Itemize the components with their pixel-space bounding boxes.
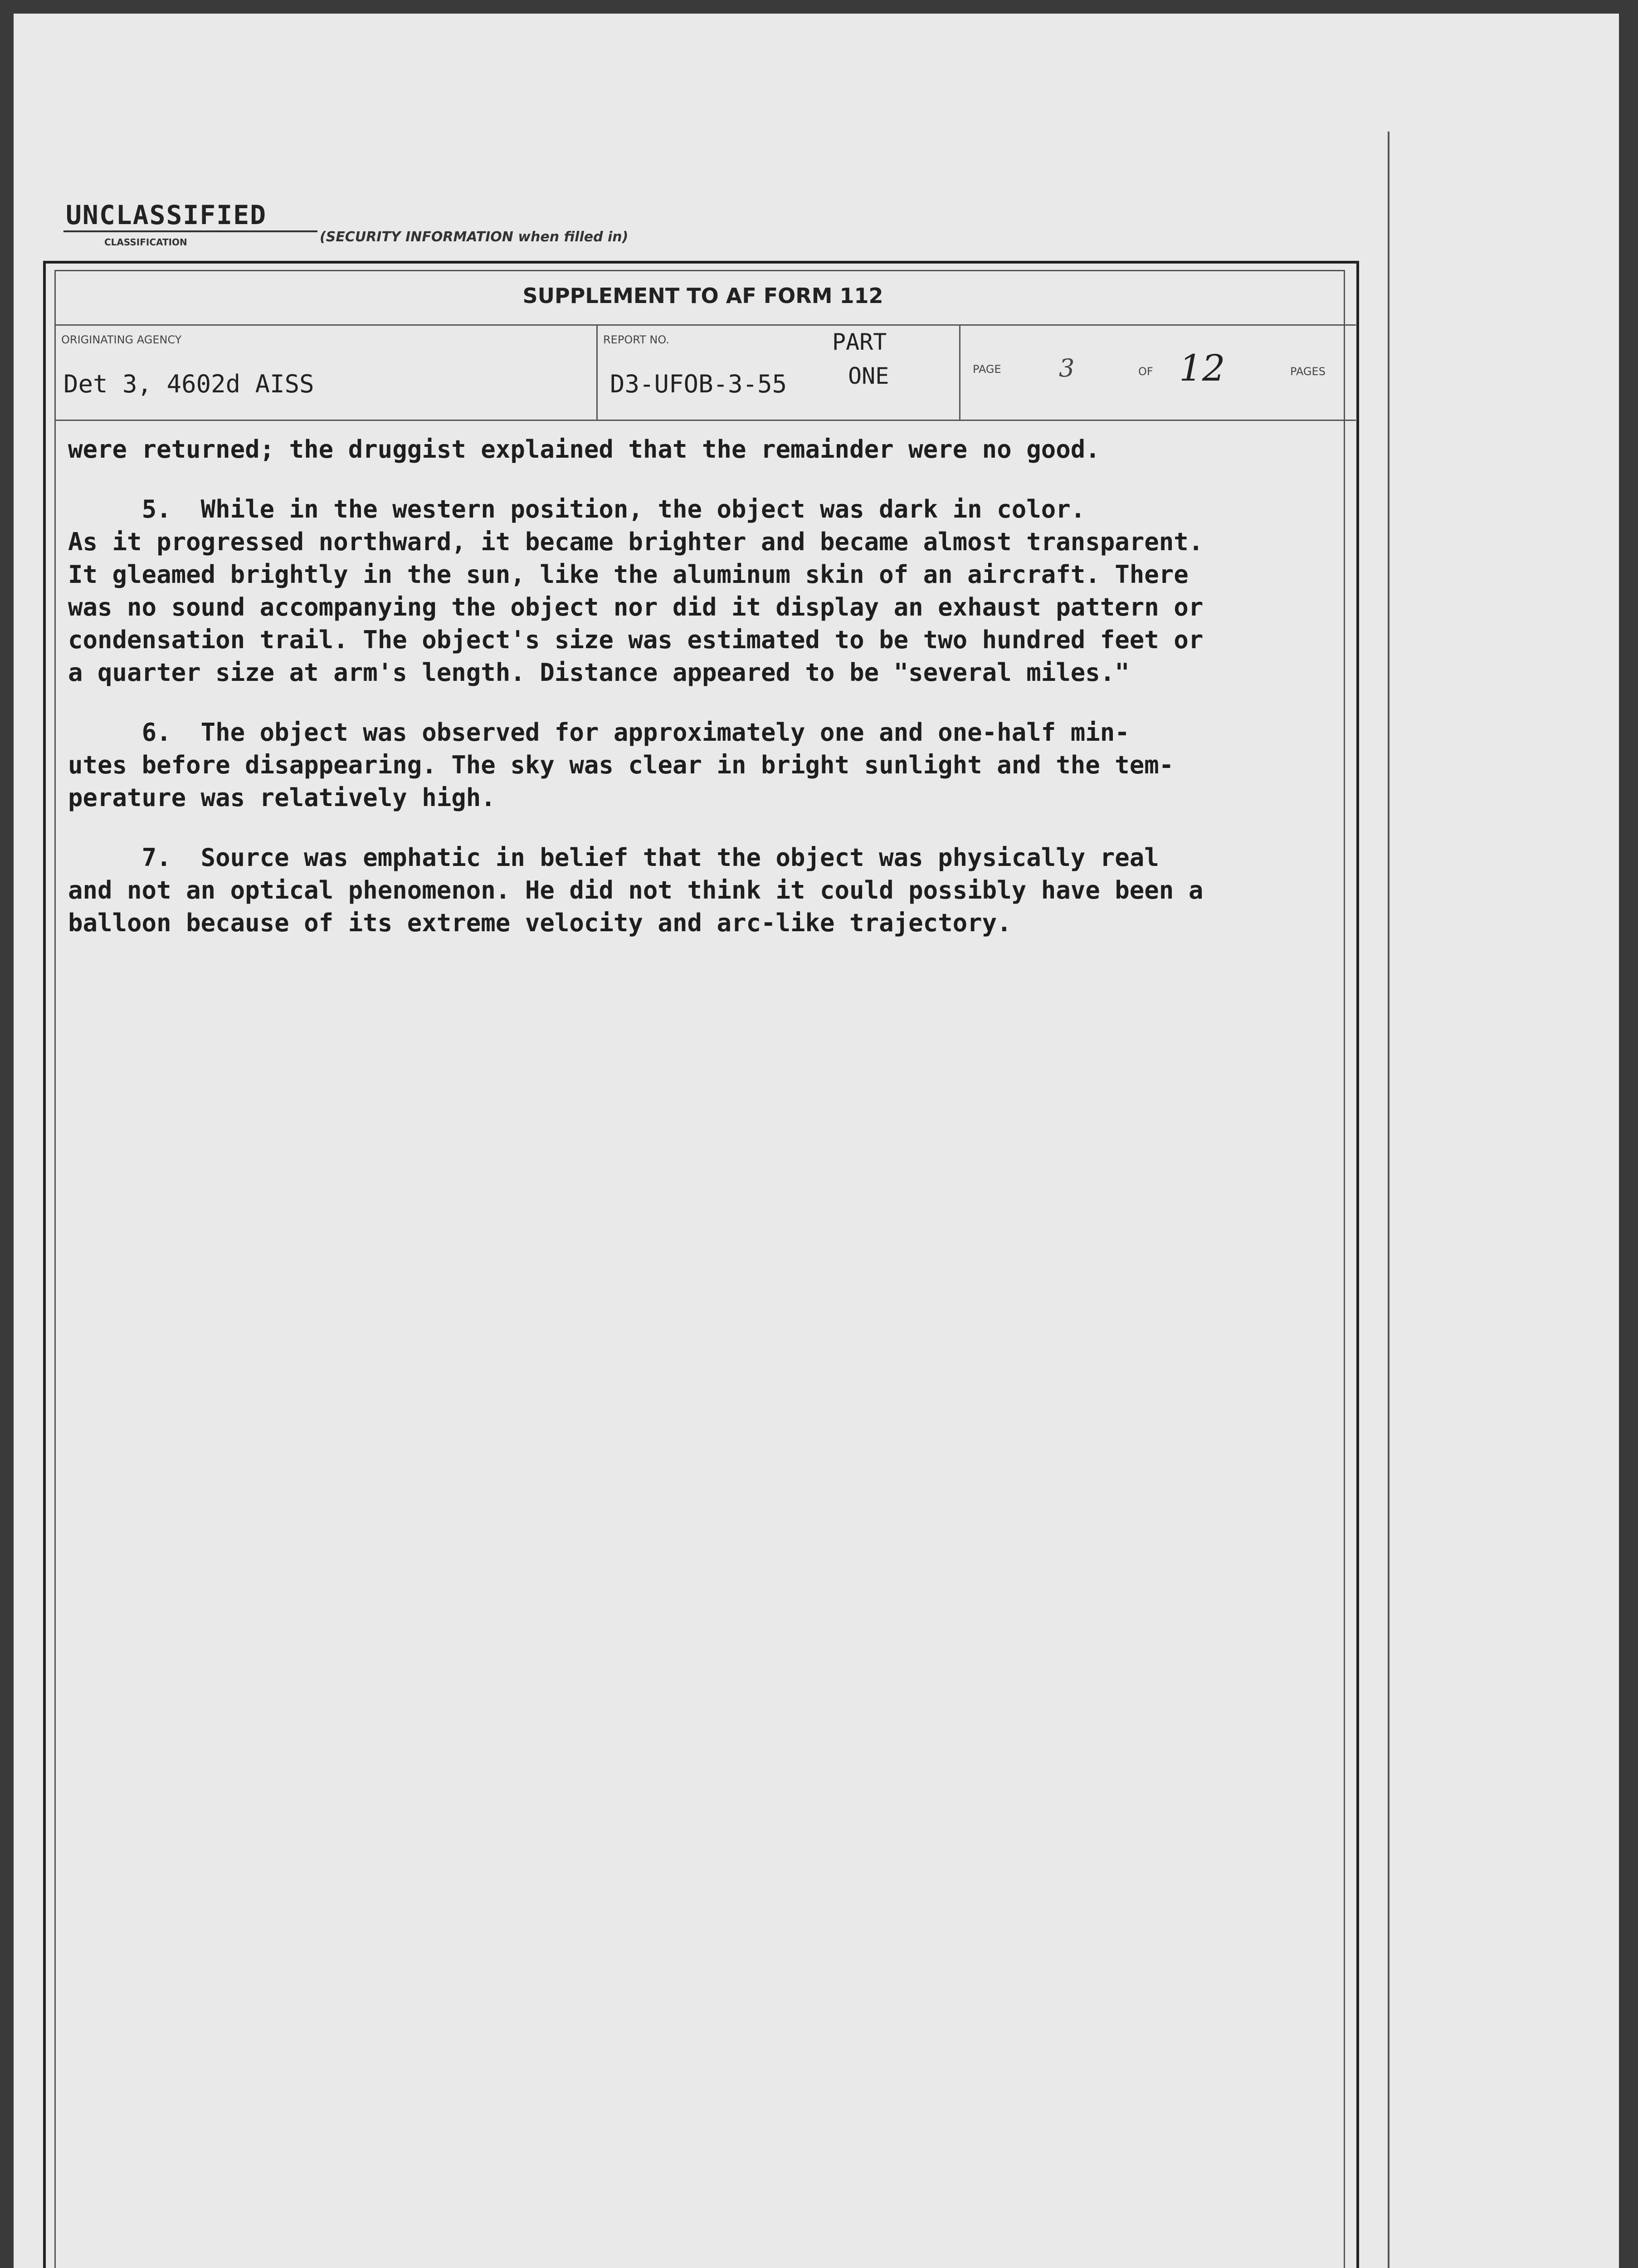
originating-agency-value: Det 3, 4602d AISS (63, 370, 314, 398)
header-divider-1 (596, 324, 598, 420)
security-information-top: (SECURITY INFORMATION when filled in) (320, 229, 629, 245)
report-no-label: REPORT NO. (603, 333, 669, 346)
part-value: ONE (848, 363, 889, 389)
paragraph-6: 6. The object was observed for approximately one and one-half min- utes before disappearing. The sky was clear in bright sunlight and the tem- perature was relatively high. (68, 718, 1174, 812)
total-pages-value: 12 (1179, 347, 1225, 389)
part-label: PART (832, 329, 887, 355)
page-label: PAGE (973, 363, 1001, 376)
originating-agency-label: ORIGINATING AGENCY (61, 333, 182, 346)
paragraph-7: 7. Source was emphatic in belief that the object was physically real and not an optical phenomenon. He did not think it could possibly have been a balloon because of its extreme velocity and arc-like trajectory. (68, 843, 1204, 937)
page-value: 3 (1059, 354, 1075, 382)
classification-top: UNCLASSIFIED (66, 200, 267, 230)
classification-underline (63, 230, 317, 232)
report-body (68, 433, 1347, 967)
report-no-value: D3-UFOB-3-55 (610, 370, 787, 398)
classification-caption: CLASSIFICATION (104, 237, 187, 248)
continued-line: were returned; the druggist explained that the remainder were no good. (68, 435, 1100, 464)
of-label: OF (1138, 365, 1153, 378)
form-title: SUPPLEMENT TO AF FORM 112 (522, 284, 883, 308)
header-divider-2 (959, 324, 960, 420)
paragraph-5: 5. While in the western position, the object was dark in color. As it progressed northward, it became brighter and became almost transparent. It gleamed brightly in the sun, like the aluminum skin of an aircraft. There was no sound accompanying the object nor did it display an exhaust pattern or condensation trail. The object's size was estimated to be two hundred feet or a quarter size at arm's length. Distance appeared to be "several miles." (68, 495, 1204, 687)
header-bottom-rule (54, 420, 1356, 421)
page-edge-line (1388, 132, 1389, 2268)
header-top-rule (54, 324, 1356, 326)
pages-label: PAGES (1290, 365, 1326, 378)
